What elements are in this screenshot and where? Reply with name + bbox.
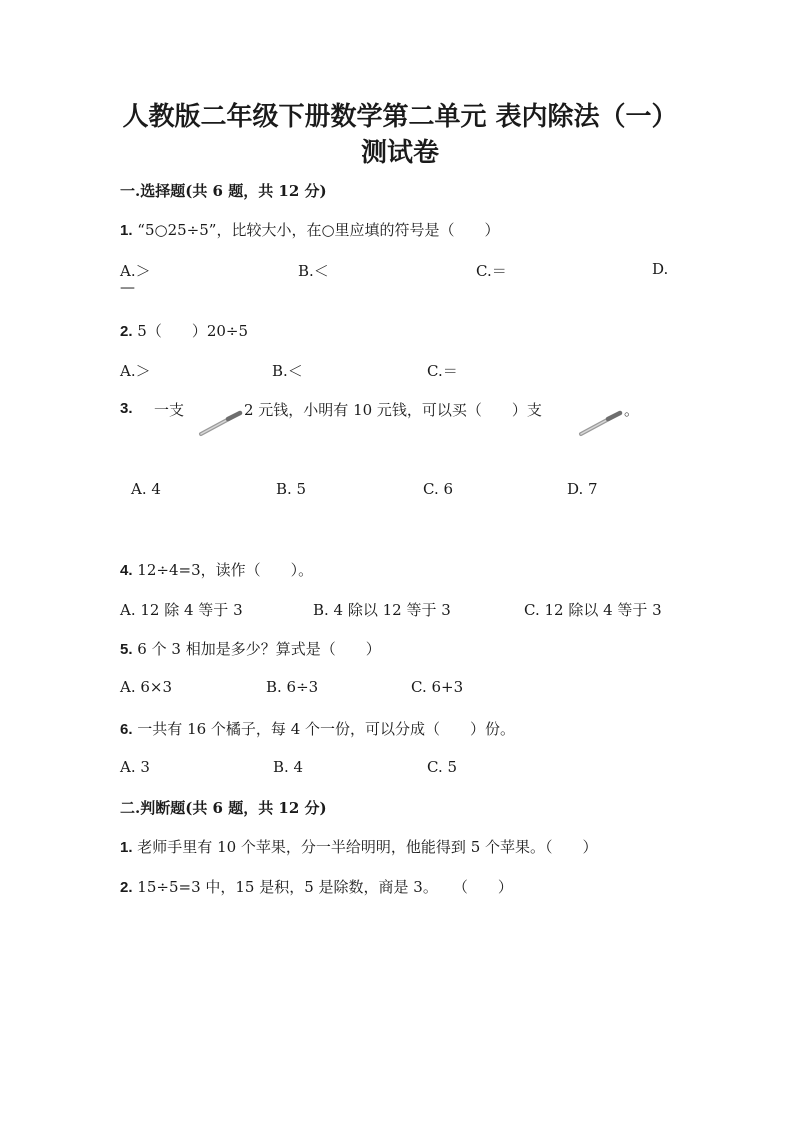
option-a[interactable]: A. 4 bbox=[131, 480, 161, 498]
question-number: 2. bbox=[120, 879, 133, 896]
pen-icon bbox=[198, 408, 244, 438]
option-b[interactable]: B.＜ bbox=[272, 362, 303, 380]
question-number: 4. bbox=[120, 562, 133, 579]
option-a[interactable]: A.＞ bbox=[120, 362, 151, 380]
option-c[interactable]: C.＝ bbox=[476, 262, 507, 280]
question-text-a: 一支 bbox=[154, 401, 185, 419]
option-b[interactable]: B.＜ bbox=[298, 262, 329, 280]
question-text: 12÷4=3，读作（ ）。 bbox=[137, 561, 314, 579]
question-text: “5○25÷5”，比较大小，在○里应填的符号是（ ） bbox=[137, 221, 500, 239]
question-text-c: 。 bbox=[624, 401, 640, 419]
option-d[interactable]: D. 7 bbox=[567, 480, 598, 498]
option-a[interactable]: A. 6×3 bbox=[120, 678, 173, 696]
question-number: 5. bbox=[120, 641, 133, 658]
judgement-question-1 bbox=[120, 836, 598, 857]
option-a[interactable]: A. 12 除 4 等于 3 bbox=[120, 601, 243, 619]
option-d-wrap: — bbox=[120, 278, 135, 296]
question-2 bbox=[120, 320, 248, 341]
question-number: 1. bbox=[120, 839, 133, 856]
option-c[interactable]: C. 5 bbox=[427, 758, 458, 776]
option-c[interactable]: C. 6 bbox=[423, 480, 454, 498]
question-text: 5（ ）20÷5 bbox=[137, 322, 249, 340]
judgement-question-2 bbox=[120, 876, 513, 897]
option-b[interactable]: B. 6÷3 bbox=[266, 678, 319, 696]
question-1 bbox=[120, 219, 500, 240]
page-subtitle: 测试卷 bbox=[360, 138, 439, 168]
question-text: 老师手里有 10 个苹果，分一半给明明，他能得到 5 个苹果。（ ） bbox=[137, 838, 598, 856]
question-6 bbox=[120, 718, 515, 739]
question-number: 2. bbox=[120, 323, 133, 340]
question-text-b: 2 元钱，小明有 10 元钱，可以买（ ）支 bbox=[244, 401, 542, 419]
question-number: 6. bbox=[120, 721, 133, 738]
option-c[interactable]: C.＝ bbox=[427, 362, 458, 380]
page-title: 人教版二年级下册数学第二单元 表内除法（一） bbox=[122, 102, 678, 132]
option-d[interactable]: D. bbox=[652, 260, 669, 278]
question-text: 一共有 16 个橘子，每 4 个一份，可以分成（ ）份。 bbox=[137, 720, 516, 738]
option-b[interactable]: B. 4 除以 12 等于 3 bbox=[313, 601, 451, 619]
question-text: 6 个 3 相加是多少？算式是（ ） bbox=[137, 640, 381, 658]
option-b[interactable]: B. 4 bbox=[273, 758, 304, 776]
question-text: 15÷5=3 中，15 是积，5 是除数，商是 3。 （ ） bbox=[137, 878, 513, 896]
question-number: 1. bbox=[120, 222, 133, 239]
question-3 bbox=[120, 399, 133, 417]
question-number: 3. bbox=[120, 400, 133, 417]
option-b[interactable]: B. 5 bbox=[276, 480, 307, 498]
question-5 bbox=[120, 638, 381, 659]
section-heading-choice: 一.选择题(共 6 题，共 12 分) bbox=[120, 182, 327, 200]
option-c[interactable]: C. 6+3 bbox=[411, 678, 464, 696]
question-4 bbox=[120, 559, 313, 580]
section-heading-judgement: 二.判断题(共 6 题，共 12 分) bbox=[120, 799, 327, 817]
option-a[interactable]: A. 3 bbox=[120, 758, 150, 776]
option-a[interactable]: A.＞ bbox=[120, 262, 151, 280]
option-c[interactable]: C. 12 除以 4 等于 3 bbox=[524, 601, 662, 619]
pen-icon bbox=[578, 408, 624, 438]
